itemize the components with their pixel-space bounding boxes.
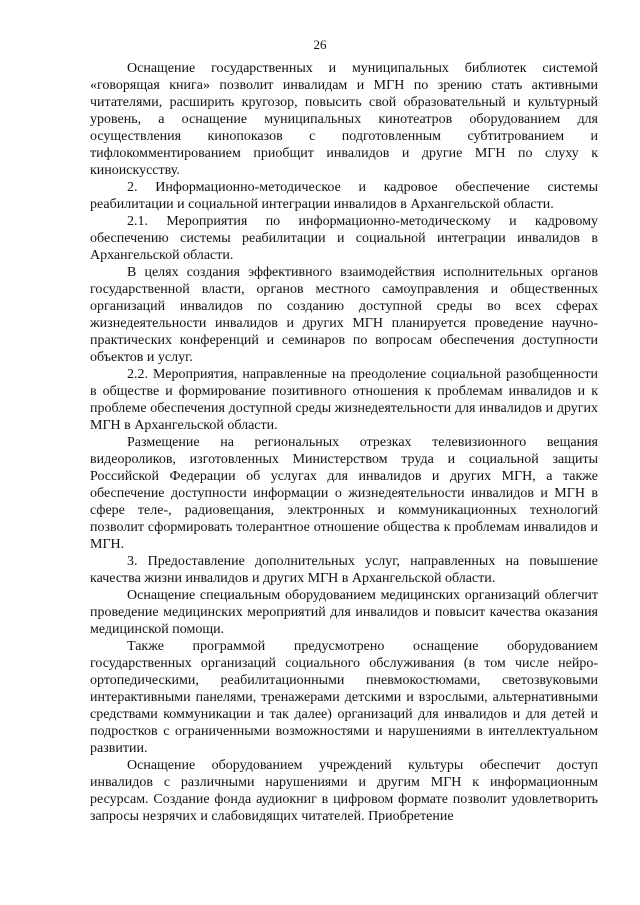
paragraph-medical-equipment: Оснащение специальным оборудованием медицинских организаций облегчит проведение медицинских мероприятий для инвалидов и повысит качества оказания медицинской помощи. [90,588,598,637]
document-body [90,60,598,825]
paragraph-conferences: В целях создания эффективного взаимодействия исполнительных органов государственной власти, органов местного самоуправления и общественных организаций инвалидов по созданию доступной среды во всех сферах жизнедеятельности инвалидов и других МГН планируется проведение научно-практических конференций и семинаров по вопросам обеспечения доступности объектов и услуг. [90,265,598,365]
paragraph-section-2-heading: 2. Информационно-методическое и кадровое обеспечение системы реабилитации и социальной интеграции инвалидов в Архангельской области. [90,180,598,212]
paragraph-section-2-1-heading: 2.1. Мероприятия по информационно-методическому и кадровому обеспечению системы реабилитации и социальной интеграции инвалидов в Архангельской области. [90,214,598,263]
paragraph-social-services-equipment: Также программой предусмотрено оснащение оборудованием государственных организаций социального обслуживания (в том числе нейро-ортопедическими, реабилитационными пневмокостюмами, светозвуковыми интерактивными панелями, тренажерами детскими и взрослыми, альтернативными средствами коммуникации и так далее) организаций для инвалидов и для детей и подростков с ограниченными возможностями и нарушениями в интеллектуальном развитии. [90,639,598,756]
page-number: 26 [313,37,327,52]
paragraph-section-2-2-heading: 2.2. Мероприятия, направленные на преодоление социальной разобщенности в обществе и формирование позитивного отношения к проблемам инвалидов и к проблеме обеспечения доступной среды жизнедеятельности для инвалидов и других МГН в Архангельской области. [90,367,598,433]
paragraph-culture-equipment: Оснащение оборудованием учреждений культуры обеспечит доступ инвалидов с различными нарушениями и другим МГН к информационным ресурсам. Создание фонда аудиокниг в цифровом формате позволит удовлетворить запросы незрячих и слабовидящих читателей. Приобретение [90,758,598,824]
paragraph-tv-videos: Размещение на региональных отрезках телевизионного вещания видеороликов, изготовленных Министерством труда и социальной защиты Российской Федерации об услугах для инвалидов и других МГН, а также обеспечение доступности информации о жизнедеятельности инвалидов и МГН в сфере теле-, радиовещания, электронных и коммуникационных технологий позволит сформировать толерантное отношение общества к проблемам инвалидов и МГН. [90,435,598,552]
paragraph-section-3-heading: 3. Предоставление дополнительных услуг, направленных на повышение качества жизни инвалидов и других МГН в Архангельской области. [90,554,598,586]
paragraph-talking-book: Оснащение государственных и муниципальных библиотек системой «говорящая книга» позволит инвалидам и МГН по зрению стать активными читателями, расширить кругозор, повысить свой образовательный и культурный уровень, а оснащение муниципальных кинотеатров оборудованием для осуществления кинопоказов с подготовленным субтитрованием и тифлокомментированием приобщит инвалидов и другие МГН по слуху к киноискусству. [90,61,598,178]
